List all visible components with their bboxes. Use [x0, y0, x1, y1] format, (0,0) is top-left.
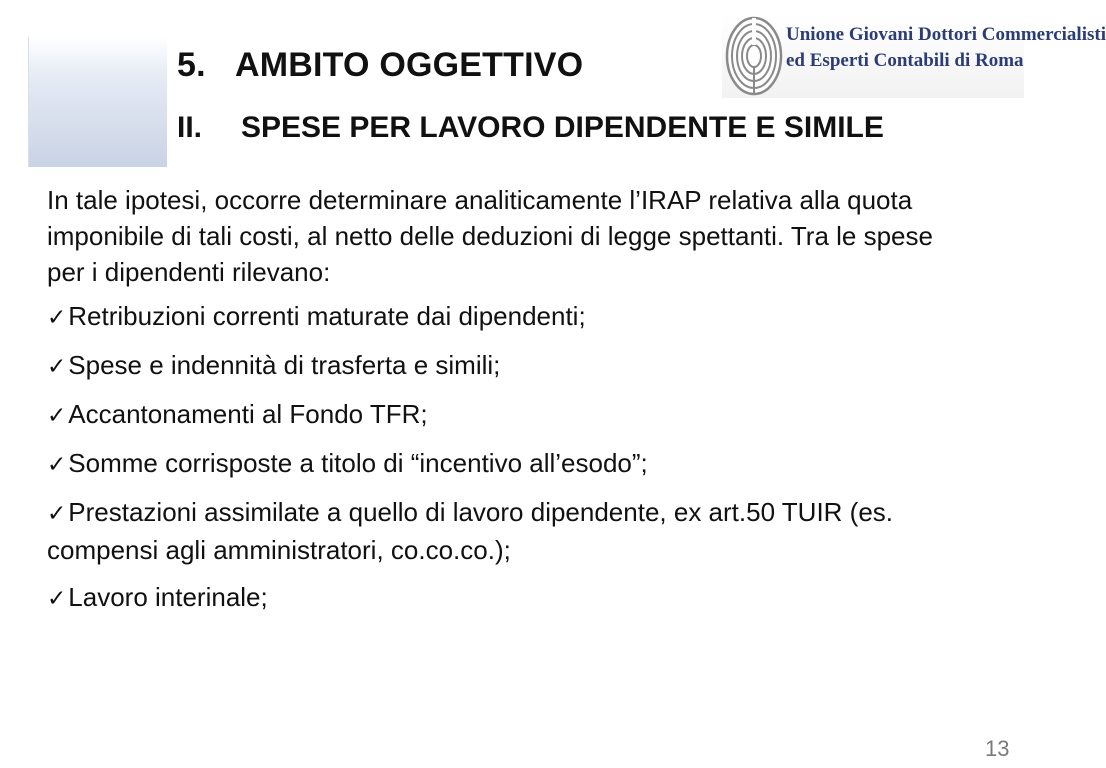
- page-number: 13: [985, 736, 1010, 761]
- expense-list: [47, 298, 977, 617]
- list-item-text: Lavoro interinale;: [68, 582, 268, 612]
- subsection-number: II.: [177, 111, 203, 144]
- section-title: AMBITO OGGETTIVO: [235, 46, 584, 84]
- section-number: 5.: [177, 46, 206, 84]
- logo-line-1: Unione Giovani Dottori Commercialisti: [786, 24, 1106, 45]
- checkmark-icon: ✓: [47, 403, 67, 429]
- checkmark-icon: ✓: [47, 501, 67, 527]
- list-item: [47, 579, 977, 617]
- list-item: [47, 396, 977, 434]
- list-item-text: Prestazioni assimilate a quello di lavoro dipendente, ex art.50 TUIR (es. compensi agli amministratori, co.co.co.);: [47, 497, 894, 565]
- list-item: [47, 347, 977, 385]
- subsection-title: SPESE PER LAVORO DIPENDENTE E SIMILE: [241, 111, 884, 144]
- intro-paragraph: In tale ipotesi, occorre determinare analiticamente l’IRAP relativa alla quota imponibile di tali costi, al netto delle deduzioni di legge spettanti. Tra le spese per i dipendenti rilevano:: [47, 185, 933, 287]
- list-item-text: Retribuzioni correnti maturate dai dipendenti;: [68, 301, 586, 331]
- list-item-text: Spese e indennità di trasferta e simili;: [68, 350, 501, 380]
- checkmark-icon: ✓: [47, 354, 67, 380]
- section-heading: [177, 46, 583, 85]
- list-item: [47, 494, 977, 568]
- subsection-heading: [177, 111, 884, 145]
- list-item-text: Somme corrisposte a titolo di “incentivo all’esodo”;: [68, 448, 648, 478]
- list-item: [47, 445, 977, 483]
- checkmark-icon: ✓: [47, 452, 67, 478]
- slide-content: [47, 182, 977, 628]
- logo-text: [786, 22, 1106, 74]
- list-item-text: Accantonamenti al Fondo TFR;: [68, 399, 428, 429]
- checkmark-icon: ✓: [47, 305, 67, 331]
- organization-logo: [722, 14, 1106, 98]
- list-item: [47, 298, 977, 336]
- logo-line-2: ed Esperti Contabili di Roma: [786, 50, 1024, 71]
- decorative-gradient-square: [28, 37, 167, 167]
- labyrinth-emblem-icon: [724, 14, 784, 98]
- checkmark-icon: ✓: [47, 586, 67, 612]
